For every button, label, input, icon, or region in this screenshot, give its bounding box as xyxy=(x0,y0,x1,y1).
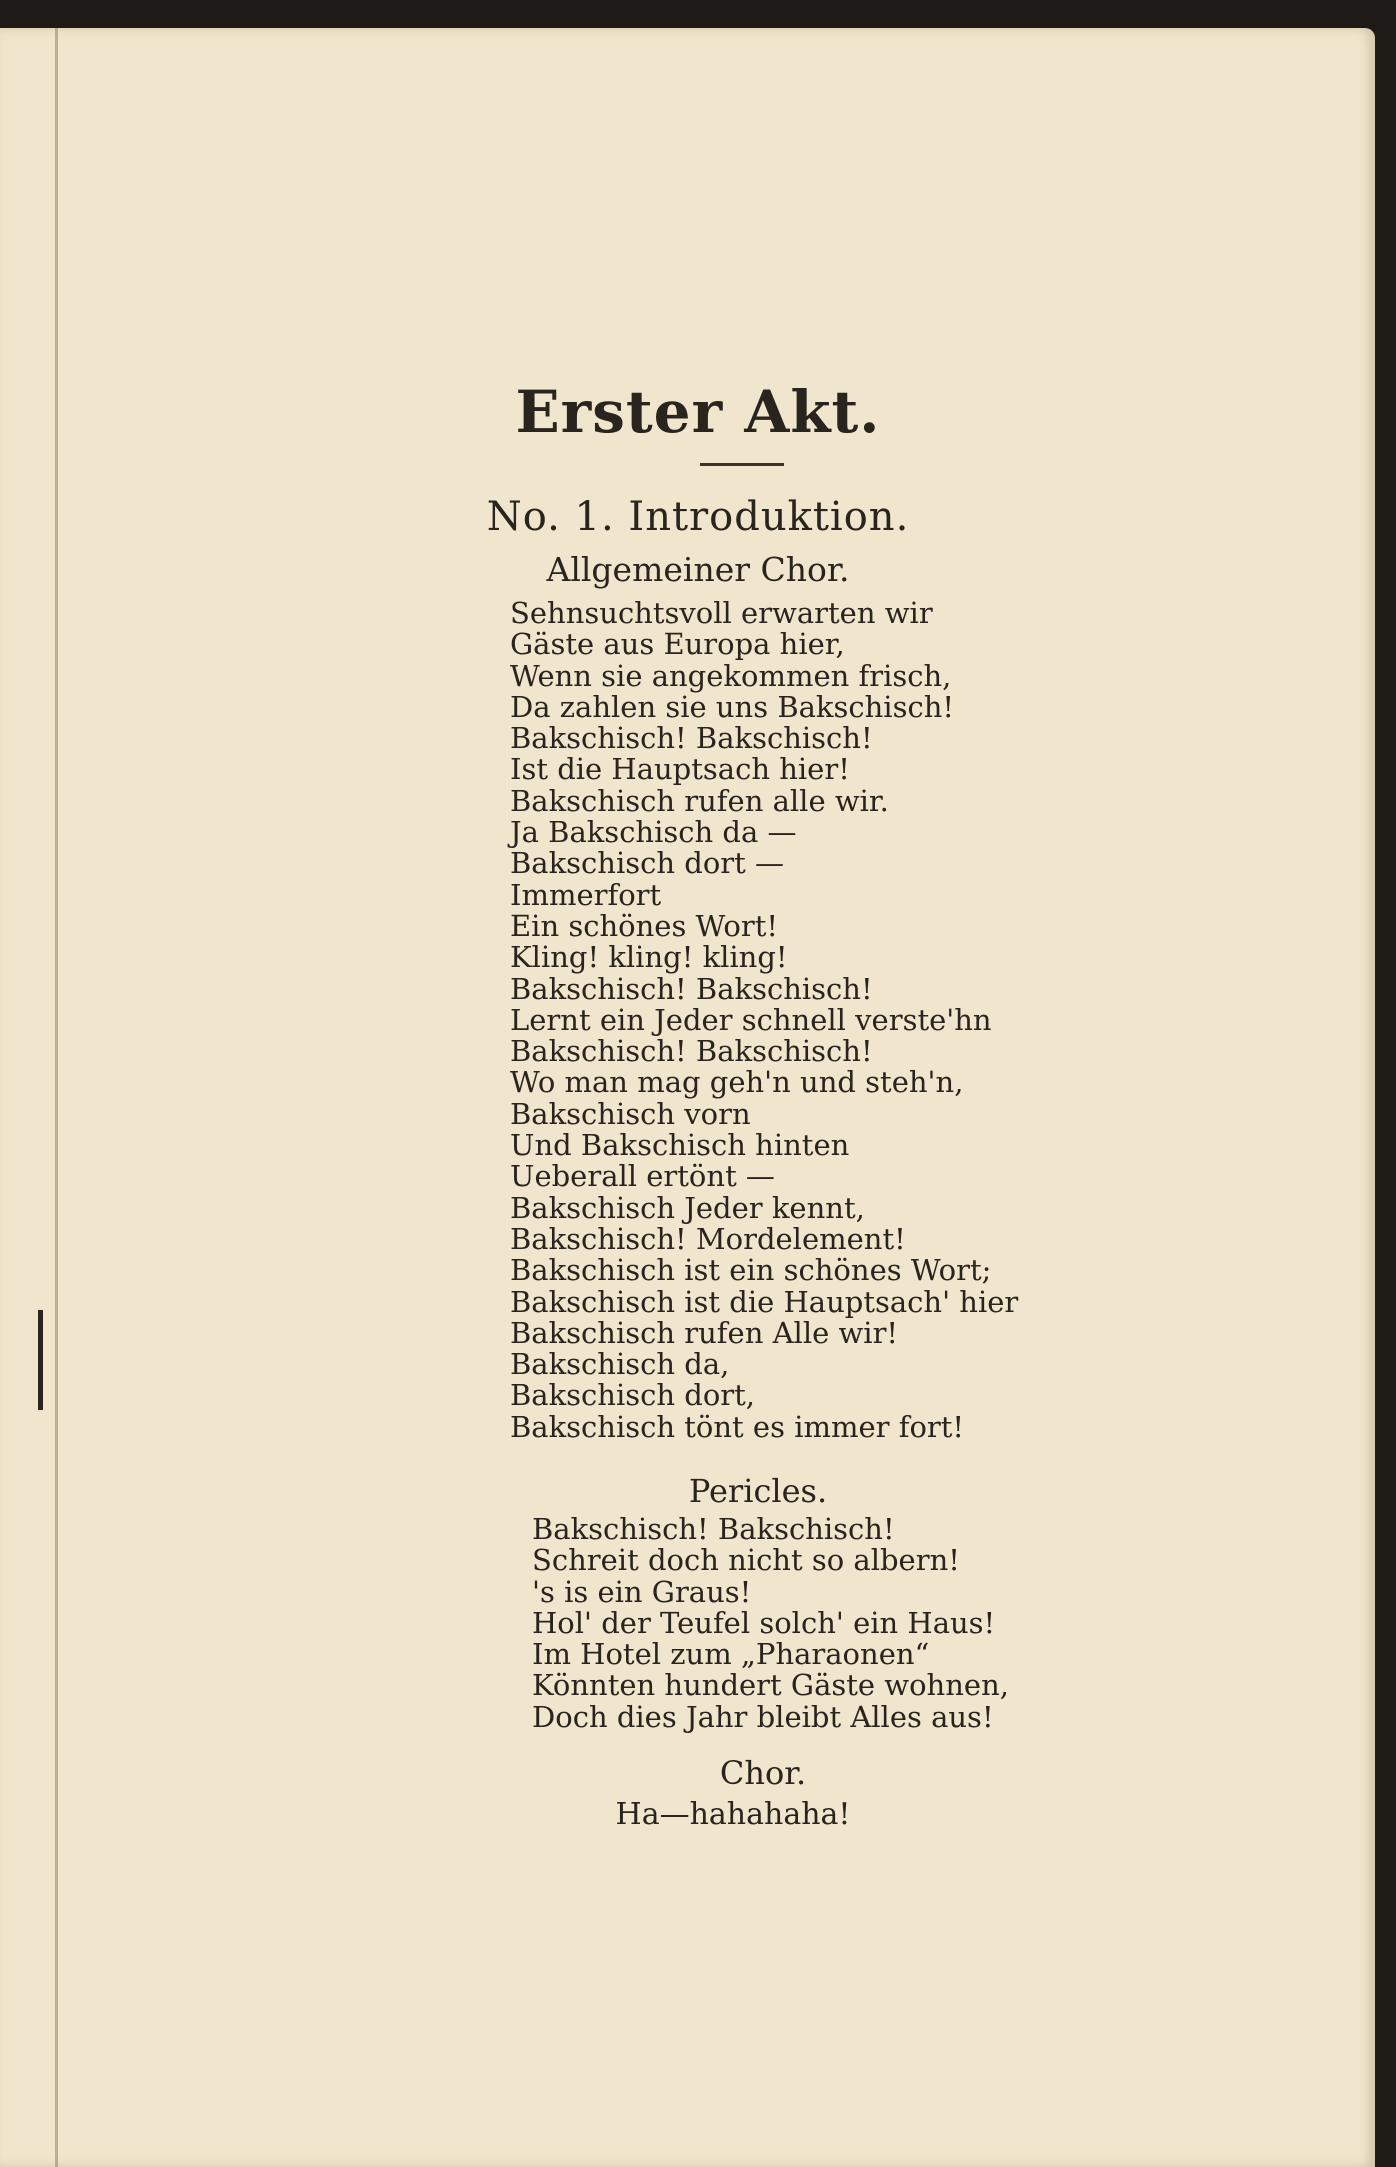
verse-line: Ja Bakschisch da — xyxy=(510,815,797,850)
verse-line: Im Hotel zum „Pharaonen“ xyxy=(532,1637,930,1672)
verse-line: Bakschisch! Bakschisch! xyxy=(532,1512,895,1546)
verse-line: Bakschisch da, xyxy=(510,1347,730,1382)
act-title: Erster Akt. xyxy=(515,378,881,446)
verse-line: Bakschisch! Bakschisch! xyxy=(510,721,873,756)
verse-line: Wo man mag geh'n und steh'n, xyxy=(510,1065,964,1100)
verse-line: Wenn sie angekommen frisch, xyxy=(510,658,952,693)
verse-line: Und Bakschisch hinten xyxy=(510,1128,850,1163)
verse-line: Ist die Hauptsach hier! xyxy=(510,752,850,787)
verse-line: Gäste aus Europa hier, xyxy=(510,627,845,662)
verse-line: Könnten hundert Gäste wohnen, xyxy=(532,1668,1009,1703)
verse-line: Bakschisch rufen Alle wir! xyxy=(510,1315,899,1350)
speaker-chor: Chor. xyxy=(719,1754,807,1792)
verse-line: Bakschisch ist ein schönes Wort; xyxy=(510,1253,992,1288)
verse-line: Bakschisch tönt es immer fort! xyxy=(510,1409,965,1444)
verse-line: Bakschisch rufen alle wir. xyxy=(510,783,889,818)
verse-line: Hol' der Teufel solch' ein Haus! xyxy=(532,1605,996,1640)
verse-line: Ein schönes Wort! xyxy=(510,908,779,943)
verse-line: Sehnsuchtsvoll erwarten wir xyxy=(510,596,933,630)
verse-line: Da zahlen sie uns Bakschisch! xyxy=(510,689,955,724)
title-rule xyxy=(700,463,784,466)
verse-line: Ueberall ertönt — xyxy=(510,1159,775,1194)
verse-block-chorus xyxy=(510,598,1018,1443)
number-heading: No. 1. Introduktion. xyxy=(486,494,910,540)
verse-line: Lernt ein Jeder schnell verste'hn xyxy=(510,1002,992,1037)
final-line: Ha—hahahaha! xyxy=(615,1797,851,1832)
speaker-pericles: Pericles. xyxy=(688,1472,828,1510)
verse-line: 's is ein Graus! xyxy=(532,1574,752,1609)
margin-mark xyxy=(38,1310,43,1410)
verse-line: Bakschisch! Mordelement! xyxy=(510,1221,906,1256)
verse-line: Bakschisch dort, xyxy=(510,1378,756,1413)
verse-line: Bakschisch! Bakschisch! xyxy=(510,1034,873,1069)
verse-line: Bakschisch ist die Hauptsach' hier xyxy=(510,1284,1019,1319)
verse-line: Kling! kling! kling! xyxy=(510,940,788,975)
verse-line: Bakschisch vorn xyxy=(510,1096,751,1131)
verse-line: Bakschisch Jeder kennt, xyxy=(510,1190,865,1225)
binding-edge xyxy=(55,28,58,2167)
verse-line: Schreit doch nicht so albern! xyxy=(532,1543,960,1578)
verse-line: Immerfort xyxy=(510,877,662,912)
verse-block-pericles xyxy=(532,1514,1009,1733)
verse-line: Doch dies Jahr bleibt Alles aus! xyxy=(532,1699,994,1734)
verse-line: Bakschisch dort — xyxy=(510,846,785,881)
verse-line: Bakschisch! Bakschisch! xyxy=(510,971,873,1006)
chorus-heading: Allgemeiner Chor. xyxy=(546,550,850,589)
